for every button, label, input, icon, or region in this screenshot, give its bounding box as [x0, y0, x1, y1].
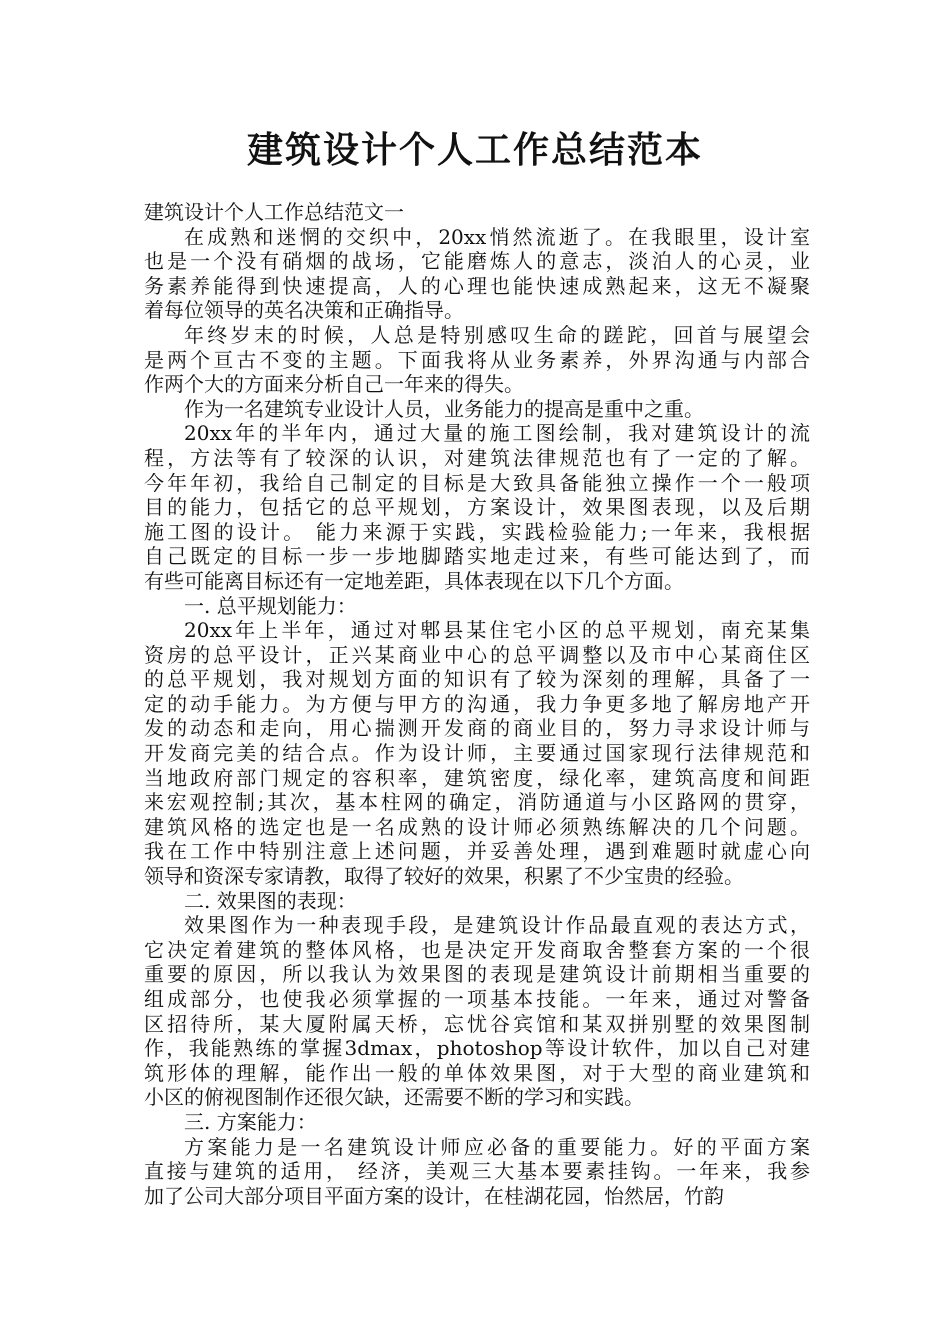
paragraph-line: 领导和资深专家请教，取得了较好的效果，积累了不少宝贵的经验。	[144, 864, 744, 889]
paragraph	[144, 397, 810, 422]
paragraph-line: 施工图的设计。 能力来源于实践，实践检验能力;一年来，我根据	[144, 519, 810, 544]
paragraph-line: 发的动态和走向，用心揣测开发商的商业目的，努力寻求设计师与	[144, 716, 810, 741]
paragraph-line: 开发商完美的结合点。作为设计师，主要通过国家现行法律规范和	[144, 741, 810, 766]
paragraph-line: 三. 方案能力：	[184, 1109, 317, 1134]
paragraph-line: 20xx年的半年内，通过大量的施工图绘制，我对建筑设计的流	[184, 421, 810, 446]
paragraph	[144, 1135, 810, 1209]
paragraph-line: 效果图作为一种表现手段，是建筑设计作品最直观的表达方式，	[184, 913, 810, 938]
paragraph	[144, 618, 810, 889]
paragraph	[144, 913, 810, 1110]
paragraph-line: 是两个亘古不变的主题。下面我将从业务素养，外界沟通与内部合	[144, 347, 810, 372]
paragraph-line: 它决定着建筑的整体风格，也是决定开发商取舍整套方案的一个很	[144, 937, 810, 962]
paragraph-line: 筑形体的理解，能作出一般的单体效果图，对于大型的商业建筑和	[144, 1060, 810, 1085]
paragraph-line: 务素养能得到快速提高，人的心理也能快速成熟起来，这无不凝聚	[144, 273, 810, 298]
paragraph-line: 作为一名建筑专业设计人员，业务能力的提高是重中之重。	[184, 396, 704, 421]
paragraph-line: 着每位领导的英名决策和正确指导。	[144, 298, 464, 323]
paragraph-line: 来宏观控制;其次，基本柱网的确定，消防通道与小区路网的贯穿，	[144, 790, 810, 815]
document-subtitle: 建筑设计个人工作总结范文一	[144, 200, 404, 224]
paragraph-line: 我在工作中特别注意上述问题，并妥善处理，遇到难题时就虚心向	[144, 839, 810, 864]
paragraph-line: 在成熟和迷惘的交织中，20xx悄然流逝了。在我眼里，设计室	[184, 224, 810, 249]
paragraph	[144, 225, 810, 323]
paragraph-line: 目的能力，包括它的总平规划，方案设计，效果图表现，以及后期	[144, 495, 810, 520]
paragraph	[144, 421, 810, 593]
paragraph-line: 建筑风格的选定也是一名成熟的设计师必须熟练解决的几个问题。	[144, 814, 810, 839]
paragraph	[144, 323, 810, 397]
paragraph-line: 直接与建筑的适用， 经济，美观三大基本要素挂钩。一年来，我参	[144, 1159, 810, 1184]
paragraph-line: 方案能力是一名建筑设计师应必备的重要能力。好的平面方案	[184, 1134, 810, 1159]
paragraph-line: 小区的俯视图制作还很欠缺，还需要不断的学习和实践。	[144, 1085, 644, 1110]
paragraph-line: 一. 总平规划能力：	[184, 593, 357, 618]
paragraph-line: 当地政府部门规定的容积率，建筑密度，绿化率，建筑高度和间距	[144, 765, 810, 790]
paragraph-line: 组成部分，也使我必须掌握的一项基本技能。一年来，通过对警备	[144, 987, 810, 1011]
paragraph	[144, 889, 810, 914]
paragraph-line: 作两个大的方面来分析自己一年来的得失。	[144, 372, 524, 397]
paragraph	[144, 594, 810, 619]
paragraph	[144, 1110, 810, 1135]
paragraph-line: 定的动手能力。为方便与甲方的沟通，我力争更多地了解房地产开	[144, 691, 810, 716]
paragraph-line: 有些可能离目标还有一定地差距，具体表现在以下几个方面。	[144, 568, 684, 593]
paragraph-line: 的总平规划，我对规划方面的知识有了较为深刻的理解，具备了一	[144, 667, 810, 692]
paragraph-line: 自己既定的目标一步一步地脚踏实地走过来，有些可能达到了，而	[144, 544, 810, 569]
document-body	[144, 200, 810, 1208]
paragraph-line: 区招待所，某大厦附属天桥，忘忧谷宾馆和某双拼别墅的效果图制	[144, 1011, 810, 1036]
paragraph-line: 二. 效果图的表现：	[184, 888, 357, 913]
paragraph-line: 20xx年上半年，通过对郫县某住宅小区的总平规划，南充某集	[184, 618, 810, 643]
paragraph-line: 作，我能熟练的掌握3dmax，photoshop等设计软件，加以自己对建	[144, 1036, 810, 1061]
paragraph-line: 程，方法等有了较深的认识，对建筑法律规范也有了一定的了解。	[144, 445, 810, 470]
paragraph-line: 加了公司大部分项目平面方案的设计，在桂湖花园，怡然居，竹韵	[144, 1183, 724, 1208]
paragraph-line: 资房的总平设计，正兴某商业中心的总平调整以及市中心某商住区	[144, 642, 810, 667]
paragraph-line: 年终岁末的时候，人总是特别感叹生命的蹉跎，回首与展望会	[184, 322, 810, 347]
paragraph-line: 也是一个没有硝烟的战场，它能磨炼人的意志，淡泊人的心灵，业	[144, 249, 810, 274]
document-title: 建筑设计个人工作总结范本	[246, 130, 703, 171]
paragraph-line: 重要的原因，所以我认为效果图的表现是建筑设计前期相当重要的	[144, 962, 810, 987]
paragraph-line: 今年年初，我给自己制定的目标是大致具备能独立操作一个一般项	[144, 470, 810, 495]
